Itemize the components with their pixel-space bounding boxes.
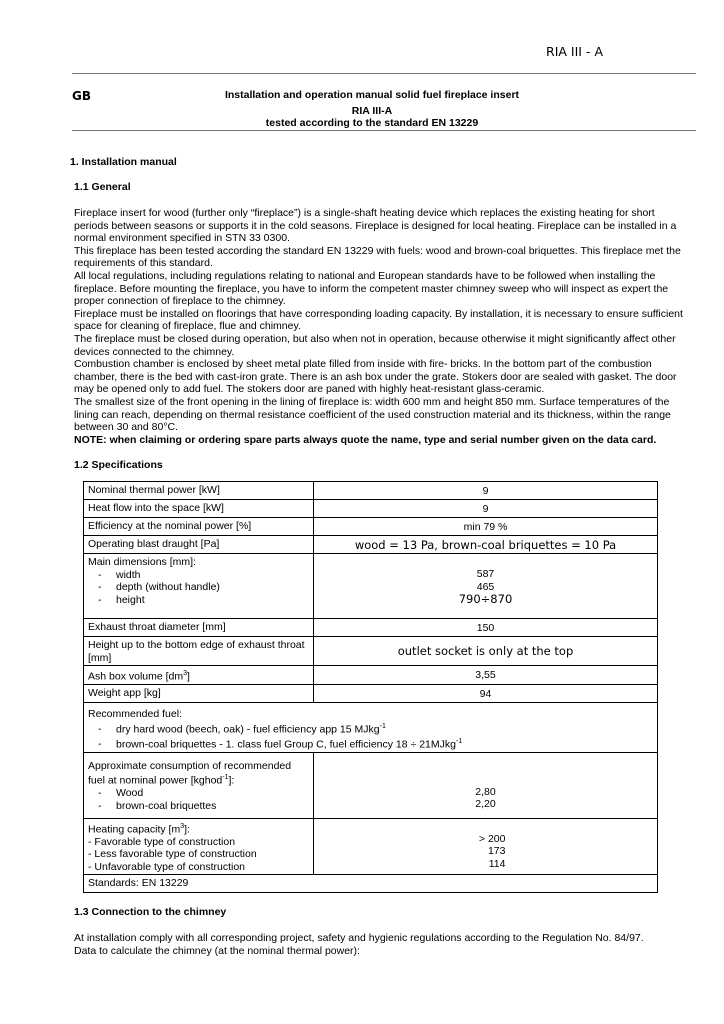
table-row [84, 536, 658, 554]
standards-cell: Standards: EN 13229 [84, 875, 658, 893]
standard-line: tested according to the standard EN 13229 [265, 117, 479, 129]
paragraph: This fireplace has been tested according the standard EN 13229 with fuels: wood and brown-coal briquettes. This fireplace met the requirements of this standard. [74, 244, 681, 270]
language-code: GB [72, 89, 91, 103]
list-item: - brown-coal briquettes [98, 799, 217, 812]
spec-label: Efficiency at the nominal power [%] [84, 518, 314, 536]
list-item: - dry hard wood (beech, oak) - fuel efficiency app 15 MJkg$^{-1}$ [98, 722, 386, 735]
general-text [74, 207, 688, 446]
list-item: - brown-coal briquettes - 1. class fuel Group C, fuel efficiency 18 ÷ 21MJkg$^{-1}$ [98, 737, 463, 750]
list-item: - width [98, 568, 141, 581]
spec-label [84, 554, 314, 619]
value-less-favorable: 173 [487, 845, 506, 857]
spec-label: Ash box volume $[dm^3]$ [84, 666, 314, 685]
spec-value: 94 [314, 685, 658, 703]
paragraph: Fireplace must be installed on floorings that have corresponding loading capacity. By installation, it is necessary to ensure sufficient space for cleaning of fireplace, flue and chimney. [74, 307, 683, 333]
value-wood: 2,80 [475, 785, 496, 798]
spec-value [314, 752, 658, 818]
paragraph: The smallest size of the front opening in the lining of fireplace is: width 600 mm and height 850 mm. Surface temperatures of the lining can reach, depending on thermal resistance coefficient of the used construction material and its thickness, within the range between 30 and 80°C. [74, 395, 671, 434]
value-width: 587 [476, 568, 495, 580]
header-rule-top [72, 73, 696, 74]
dimensions-label: Main dimensions [mm]: [88, 556, 196, 568]
paragraph: All local regulations, including regulations relating to national and European standards have to be followed when installing the fireplace. Before mounting the fireplace, you have to inform the competent master chimney sweep who will inspect as expert the proper connection of fireplace to the chimney. [74, 269, 669, 308]
value-briquettes: 2,20 [475, 798, 496, 810]
table-row [84, 875, 658, 893]
fuel-cell [84, 703, 658, 753]
table-row [84, 752, 658, 818]
table-row [84, 619, 658, 637]
spec-label [84, 752, 314, 818]
paragraph: Combustion chamber is enclosed by sheet metal plate filled from inside with fire- bricks. In the bottom part of the combustion chamber, there is the bed with cast-iron grate. There is an ash box under the grate. Stokers door are sealed with gasket. The door may be opened only to add fuel. The stokers door are paned with highly heat-resistant glass-ceramic. [74, 358, 677, 396]
subsection-general: 1.1 General [74, 181, 131, 193]
spec-value: outlet socket is only at the top [314, 637, 658, 666]
note-paragraph: NOTE: when claiming or ordering spare parts always quote the name, type and serial number given on the data card. [74, 433, 657, 446]
table-row [84, 818, 658, 875]
value-favorable: > 200 [478, 832, 506, 845]
paragraph: The fireplace must be closed during operation, but also when not in operation, because otherwise it might significantly affect other devices connected to the chimney. [74, 332, 676, 358]
spec-value: 9 [314, 500, 658, 518]
spec-value [314, 554, 658, 619]
spec-value: 9 [314, 482, 658, 500]
subsection-chimney: 1.3 Connection to the chimney [74, 906, 227, 918]
table-row [84, 518, 658, 536]
specifications-table [83, 481, 658, 893]
spec-label: Nominal thermal power [kW] [84, 482, 314, 500]
spec-label: Operating blast draught [Pa] [84, 536, 314, 554]
document-title: Installation and operation manual solid fuel fireplace insert [224, 89, 520, 101]
list-item: - depth (without handle) [98, 581, 220, 593]
subsection-specifications: 1.2 Specifications [74, 459, 163, 471]
paragraph: At installation comply with all corresponding project, safety and hygienic regulations according to the Regulation No. 84/97. [74, 932, 644, 944]
table-row [84, 685, 658, 703]
table-row [84, 666, 658, 685]
product-model: RIA III-A [351, 105, 393, 117]
spec-value: wood = 13 Pa, brown-coal briquettes = 10 Pa [314, 536, 658, 554]
list-item: - Wood [98, 787, 144, 799]
value-height: 790÷870 [458, 592, 513, 606]
table-row [84, 703, 658, 753]
table-row [84, 637, 658, 666]
spec-label: Weight app [kg] [84, 685, 314, 703]
heating-label: Heating capacity $[m^3]$: [88, 822, 190, 835]
list-item: - Less favorable type of construction [88, 848, 257, 860]
chimney-text [74, 932, 688, 957]
spec-label: Heat flow into the space [kW] [84, 500, 314, 518]
list-item: - Unfavorable type of construction [88, 860, 245, 873]
value-unfavorable: 114 [488, 857, 506, 870]
spec-value: 150 [314, 619, 658, 637]
paragraph: Data to calculate the chimney (at the nominal thermal power): [74, 944, 360, 957]
document-code: RIA III - A [546, 44, 603, 59]
header-rule-bottom [72, 130, 696, 131]
spec-value: min 79 % [314, 518, 658, 536]
spec-label [84, 818, 314, 875]
value-depth: 465 [476, 580, 495, 593]
list-item: - height [98, 593, 145, 606]
consumption-label: Approximate consumption of recommended fuel at nominal power [kghod$^{-1}$]: [88, 759, 292, 787]
spec-label: Exhaust throat diameter [mm] [84, 619, 314, 637]
fuel-label: Recommended fuel: [88, 708, 182, 720]
spec-label: Height up to the bottom edge of exhaust throat [mm] [84, 637, 314, 666]
list-item: - Favorable type of construction [88, 835, 236, 848]
table-row [84, 554, 658, 619]
paragraph: Fireplace insert for wood (further only “fireplace”) is a single-shaft heating device which replaces the existing heating for short periods between seasons or supports it in the cold seasons. Fireplace is designed for local heating. Fireplace can be installed in a normal environment specified in STN 33 0300. [74, 207, 677, 245]
section-heading-installation: 1. Installation manual [70, 156, 177, 168]
table-row [84, 482, 658, 500]
spec-value: 3,55 [314, 666, 658, 685]
table-row [84, 500, 658, 518]
spec-value [314, 818, 658, 875]
